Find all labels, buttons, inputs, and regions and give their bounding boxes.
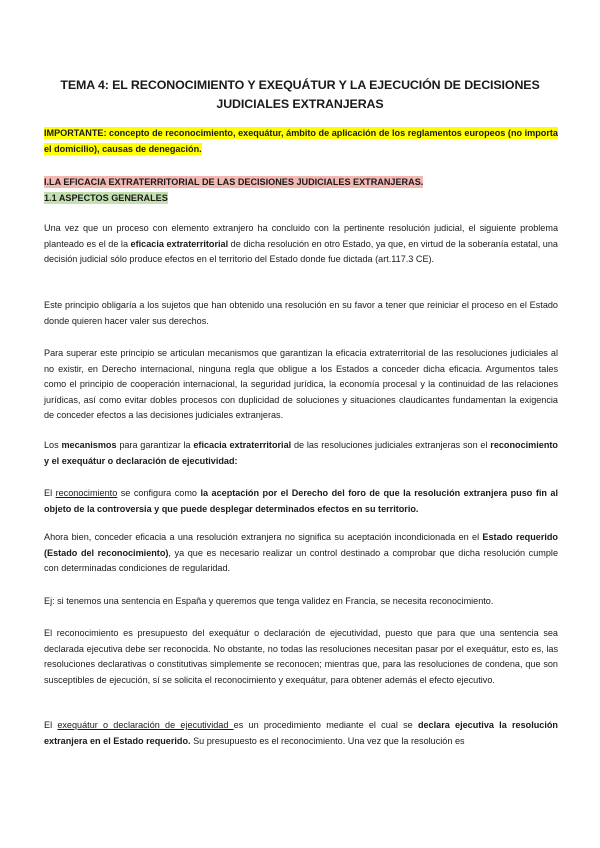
title-line-2: JUDICIALES EXTRANJERAS [216, 97, 384, 111]
paragraph-5 [44, 486, 558, 517]
paragraph-4 [44, 438, 558, 469]
p1-text-a: Una vez que un proceso con elemento extranjero ha concluido con la pertinente resolución judicial, el siguiente problema planteado es el de la [44, 223, 558, 249]
p6-text-c: , ya que es necesario realizar un control destinado a comprobar que dicha resolución cumple con determinadas condiciones de regularidad. [44, 547, 558, 574]
p6-bold-estado: Estado requerido (Estado del reconocimiento) [44, 532, 558, 558]
p9-bold-declara: declara ejecutiva la resolución extranjera en el Estado requerido. [44, 720, 558, 746]
subsection-heading [44, 191, 558, 207]
p9-text-c: es un procedimiento mediante el cual se [233, 720, 418, 730]
p5-text-c: se configura como [117, 488, 201, 498]
p5-text-a: El [44, 488, 56, 498]
p4-text-c: para garantizar la [116, 440, 194, 450]
subsection-heading-text: 1.1 ASPECTOS GENERALES [44, 193, 168, 203]
p5-bold-definition: la aceptación por el Derecho del foro de que la resolución extranjera puso fin al objeto de la controversia y que puede desplegar determinados efectos en su territorio. [44, 488, 559, 514]
title-line-1: TEMA 4: EL RECONOCIMIENTO Y EXEQUÁTUR Y LA EJECUCIÓN DE DECISIONES [60, 78, 540, 92]
p4-bold-mecanismos: mecanismos [61, 440, 117, 450]
p5-underlined-reconocimiento: reconocimiento [55, 488, 118, 498]
section-heading [44, 175, 558, 191]
p9-text-a: El [44, 720, 58, 730]
important-note [44, 126, 558, 157]
section-heading-text: I.LA EFICACIA EXTRATERRITORIAL DE LAS DECISIONES JUDICIALES EXTRANJERAS. [44, 177, 424, 187]
paragraph-1 [44, 221, 558, 268]
paragraph-2: Este principio obligaría a los sujetos que han obtenido una resolución en su favor a tener que reiniciar el proceso en el Estado donde quieren hacer valer sus derechos. [44, 300, 558, 326]
p9-text-e: Su presupuesto es el reconocimiento. Una vez que la resolución es [190, 735, 465, 746]
paragraph-8: El reconocimiento es presupuesto del exequátur o declaración de ejecutividad, puesto que para que una sentencia sea declarada ejecutiva debe ser reconocida. No obstante, no todas las resoluciones necesitan pasar por el exequátur, esto es, las resoluciones declarativas o constitutivas simplemente se reconocen; mientras que, para las resoluciones de condena, que son susceptibles de ejecución, sí se solicita el reconocimiento y exequátur, para obtener además el efecto ejecutivo. [44, 628, 558, 685]
p4-text-a: Los [44, 440, 62, 450]
page-title [40, 76, 560, 114]
paragraph-6 [44, 530, 558, 577]
p4-text-e: de las resoluciones judiciales extranjeras son el [291, 440, 491, 450]
p1-text-c: de dicha resolución en otro Estado, ya que, en virtud de la soberanía estatal, una decisión judicial sólo produce efectos en el territorio del Estado donde fue dictada (art.117.3 CE). [44, 238, 558, 265]
p9-underlined-exequatur: exequátur o declaración de ejecutividad [57, 720, 234, 730]
p1-bold: eficacia extraterritorial [130, 238, 229, 249]
paragraph-7-example: Ej: si tenemos una sentencia en España y queremos que tenga validez en Francia, se necesita reconocimiento. [44, 596, 494, 606]
important-text: IMPORTANTE: concepto de reconocimiento, exequátur, ámbito de aplicación de los reglamentos europeos (no importa el domicilio), causas de denegación. [44, 128, 558, 154]
paragraph-3: Para superar este principio se articulan mecanismos que garantizan la eficacia extraterritorial de las resoluciones judiciales al no existir, en Derecho internacional, ninguna regla que obligue a los Estados a conceder dicha eficacia. Argumentos tales como el principio de cooperación internacional, la seguridad jurídica, la economía procesal y la continuidad de las relaciones jurídicas, así como evitar dobles procesos con duplicidad de soluciones y situaciones claudicantes fundamentan la exigencia de conceder efectos a las decisiones judiciales extranjeras. [44, 348, 558, 421]
p6-text-a: Ahora bien, conceder eficacia a una resolución extranjera no significa su aceptación incondicionada en el [44, 532, 483, 542]
p4-bold-eficacia: eficacia extraterritorial [193, 440, 292, 450]
p4-bold-reconocimiento: reconocimiento y el exequátur o declaración de ejecutividad: [44, 440, 558, 466]
paragraph-9 [44, 718, 558, 749]
